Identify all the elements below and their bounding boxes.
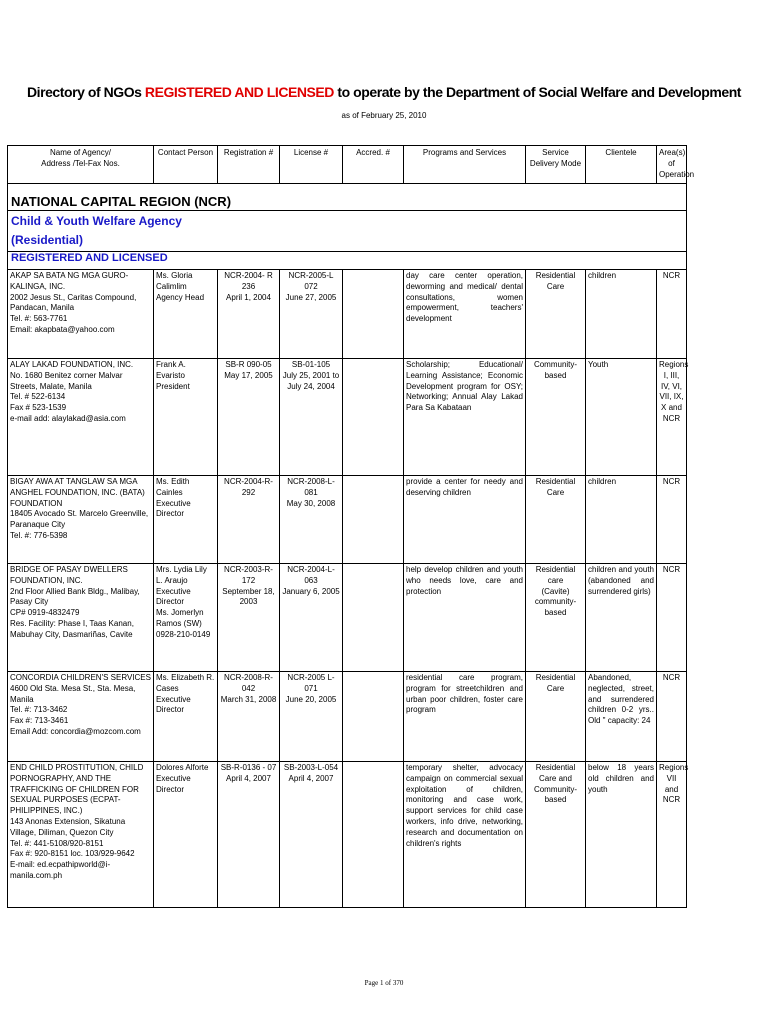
contact-line: President: [156, 381, 190, 391]
license-line: NCR-2008-L-081: [287, 477, 335, 497]
programs-services: help develop children and youth who needs love, care and protection: [404, 564, 526, 672]
mode-line: (Cavite): [541, 586, 570, 596]
areas-of-operation: Regions VII and NCR: [657, 762, 687, 908]
name-line: BIGAY AWA AT TANGLAW SA MGA ANGHEL FOUNDATION, INC. (BATA) FOUNDATION: [10, 477, 145, 508]
clientele: children: [586, 270, 657, 359]
registration-line: March 31, 2008: [220, 694, 277, 704]
license-number: [280, 672, 343, 762]
status-heading: REGISTERED AND LICENSED: [8, 252, 687, 270]
name-line: ALAY LAKAD FOUNDATION, INC.: [10, 360, 134, 369]
name-line: Fax #: 713-3461: [10, 716, 69, 726]
as-of-date: as of February 25, 2010: [341, 111, 427, 120]
table-row: [8, 270, 687, 359]
name-line: CONCORDIA CHILDREN'S SERVICES: [10, 673, 151, 682]
license-number: [280, 359, 343, 476]
contact-line: Mrs. Lydia Lily L. Araujo: [156, 565, 207, 585]
license-number: [280, 476, 343, 564]
name-line: Tel. #: 441-5108/920-8151: [10, 838, 104, 848]
contact-line: Ms. Jomerlyn Ramos (SW): [156, 608, 204, 628]
accreditation-number: [343, 359, 404, 476]
contact-person: [154, 672, 218, 762]
contact-person: [154, 762, 218, 908]
header-name-line-1: Name of Agency/: [50, 148, 111, 157]
agency-name-address: [8, 359, 154, 476]
name-line: END CHILD PROSTITUTION, CHILD PORNOGRAPHY, AND THE TRAFFICKING OF CHILDREN FOR SEXUAL PURPOSES (ECPAT-PHILIPPINES, INC.): [10, 763, 144, 816]
mode-line: Residential Care: [535, 271, 576, 291]
license-number: [280, 564, 343, 672]
registration-line: April 4, 2007: [226, 773, 271, 783]
service-delivery-mode: [526, 270, 586, 359]
contact-line: Frank A. Evaristo: [156, 360, 186, 380]
document-title: [0, 84, 768, 100]
programs-services: day care center operation, deworming and medical/ dental consultations, women empowerment, teachers' development: [404, 270, 526, 359]
accreditation-number: [343, 762, 404, 908]
agency-name-address: [8, 476, 154, 564]
header-clientele: Clientele: [586, 146, 657, 184]
agency-name-address: [8, 564, 154, 672]
registration-line: NCR-2004- R 236: [224, 271, 273, 291]
service-delivery-mode: [526, 359, 586, 476]
header-contact: Contact Person: [154, 146, 218, 184]
name-line: 18405 Avocado St. Marcelo Greenville, Paranaque City: [10, 509, 149, 530]
contact-person: [154, 359, 218, 476]
ngo-directory-table: [7, 145, 695, 908]
license-number: [280, 762, 343, 908]
areas-of-operation: Regions I, III, IV, VI, VII, IX, X and NCR: [657, 359, 687, 476]
region-row: [8, 184, 687, 211]
name-line: Email Add: concordia@mozcom.com: [10, 726, 141, 736]
title-part-2: to operate by the Department of Social Welfare and Development: [333, 84, 742, 100]
contact-line: Ms. Edith Cainles: [156, 477, 190, 497]
name-line: Res. Facility: Phase I, Taas Kanan, Mabuhay City, Dasmariñas, Cavite: [10, 618, 134, 639]
name-line: Tel. #: 776-5398: [10, 530, 68, 540]
contact-line: Dolores Alforte: [156, 763, 209, 772]
clientele: children and youth (abandoned and surrendered girls): [586, 564, 657, 672]
agency-name-address: [8, 762, 154, 908]
registration-line: NCR-2008-R-042: [224, 673, 273, 693]
areas-of-operation: NCR: [657, 270, 687, 359]
registration-number: [218, 476, 280, 564]
registration-line: May 17, 2005: [224, 370, 273, 380]
registration-number: [218, 672, 280, 762]
accreditation-number: [343, 270, 404, 359]
accreditation-number: [343, 476, 404, 564]
registration-number: [218, 359, 280, 476]
contact-line: Executive Director: [156, 694, 191, 715]
mode-line: community-based: [534, 597, 577, 618]
registration-line: SB-R-0136 - 07: [220, 763, 277, 772]
header-registration: Registration #: [218, 146, 280, 184]
header-license: License #: [280, 146, 343, 184]
name-line: Fax #: 920-8151 loc. 103/929-9642: [10, 849, 135, 859]
areas-of-operation: NCR: [657, 672, 687, 762]
license-line: NCR-2004-L-063: [287, 565, 335, 585]
header-programs: Programs and Services: [404, 146, 526, 184]
header-mode: Service Delivery Mode: [526, 146, 586, 184]
contact-line: Executive Director: [156, 586, 191, 607]
name-line: AKAP SA BATA NG MGA GURO-KALINGA, INC.: [10, 271, 129, 291]
category-heading: [8, 211, 687, 252]
license-line: NCR-2005 L-071: [287, 673, 335, 693]
service-delivery-mode: [526, 762, 586, 908]
header-name: [8, 146, 154, 184]
agency-name-address: [8, 672, 154, 762]
table-row: [8, 476, 687, 564]
registration-line: SB-R 090-05: [225, 360, 272, 369]
license-line: June 27, 2005: [285, 292, 337, 302]
registration-number: [218, 564, 280, 672]
header-areas: Area(s) of Operation: [657, 146, 687, 184]
areas-of-operation: NCR: [657, 476, 687, 564]
contact-person: [154, 476, 218, 564]
contact-line: Executive Director: [156, 498, 191, 519]
areas-of-operation: NCR: [657, 564, 687, 672]
page-number: Page 1 of 370: [364, 979, 404, 987]
header-name-line-2: Address /Tel-Fax Nos.: [41, 158, 120, 168]
contact-line: Ms. Elizabeth R. Cases: [156, 673, 215, 693]
name-line: BRIDGE OF PASAY DWELLERS FOUNDATION, INC.: [10, 565, 128, 585]
name-line: 143 Anonas Extension, Sikatuna Village, Diliman, Quezon City: [10, 816, 126, 837]
mode-line: Residential care: [535, 565, 576, 585]
name-line: CP# 0919-4832479: [10, 608, 80, 618]
title-part-1: Directory of NGOs: [26, 84, 145, 100]
contact-person: [154, 270, 218, 359]
category-line-1: Child & Youth Welfare Agency: [11, 214, 182, 228]
mode-line: Community-based: [533, 360, 578, 380]
service-delivery-mode: [526, 564, 586, 672]
clientele: Abandoned, neglected, street, and surrendered children 0-2 yrs.. Old " capacity: 24: [586, 672, 657, 762]
mode-line: Residential Care and Community-based: [533, 763, 578, 805]
license-line: January 6, 2005: [282, 586, 340, 596]
registration-line: NCR-2003-R-172: [224, 565, 273, 585]
category-line-2: (Residential): [11, 233, 84, 247]
programs-services: temporary shelter, advocacy campaign on commercial sexual exploitation of children, monitoring and case work, support services for child case workers, info drive, networking, research and documentation on children's rights: [404, 762, 526, 908]
name-line: 4600 Old Sta. Mesa St., Sta. Mesa, Manila: [10, 683, 136, 704]
registration-line: April 1, 2004: [226, 292, 271, 302]
contact-line: Ms. Gloria Calimlim: [156, 271, 193, 291]
table-row: [8, 359, 687, 476]
license-line: April 4, 2007: [288, 773, 334, 783]
name-line: 2nd Floor Allied Bank Bldg., Malibay, Pasay City: [10, 586, 140, 607]
title-highlight: REGISTERED AND LICENSED: [144, 84, 334, 100]
service-delivery-mode: [526, 672, 586, 762]
mode-line: Residential Care: [535, 477, 576, 497]
table-row: [8, 762, 687, 908]
clientele: Youth: [586, 359, 657, 476]
agency-name-address: [8, 270, 154, 359]
name-line: Email: akapbata@yahoo.com: [10, 324, 115, 334]
license-line: NCR-2005-L 072: [288, 271, 334, 291]
accreditation-number: [343, 564, 404, 672]
status-row: [8, 252, 687, 270]
name-line: E-mail: ed.ecpathipworld@i-manila.com.ph: [10, 860, 111, 880]
clientele: below 18 years old children and youth: [586, 762, 657, 908]
contact-person: [154, 564, 218, 672]
name-line: Tel. #: 713-3462: [10, 705, 68, 715]
license-line: May 30, 2008: [286, 498, 336, 508]
name-line: e-mail add: alaylakad@asia.com: [10, 413, 126, 423]
contact-line: 0928-210-0149: [156, 629, 211, 639]
contact-line: Agency Head: [156, 292, 205, 302]
name-line: Fax # 523-1539: [10, 403, 67, 413]
accreditation-number: [343, 672, 404, 762]
license-number: [280, 270, 343, 359]
table-row: [8, 672, 687, 762]
name-line: Tel. #: 563-7761: [10, 314, 68, 324]
programs-services: residential care program, program for streetchildren and urban poor children, foster care program: [404, 672, 526, 762]
header-row: [8, 146, 687, 184]
registration-number: [218, 762, 280, 908]
name-line: Tel. # 522-6134: [10, 392, 66, 402]
registration-line: NCR-2004-R-292: [224, 477, 273, 497]
region-heading: NATIONAL CAPITAL REGION (NCR): [8, 184, 687, 211]
table-row: [8, 564, 687, 672]
registration-line: September 18, 2003: [222, 586, 275, 607]
mode-line: Residential Care: [535, 673, 576, 693]
service-delivery-mode: [526, 476, 586, 564]
category-row: [8, 211, 687, 252]
agency-rows: [8, 270, 687, 908]
license-line: June 20, 2005: [285, 694, 337, 704]
name-line: 2002 Jesus St., Caritas Compound, Pandacan, Manila: [10, 292, 137, 313]
license-line: SB-01-105: [291, 360, 331, 369]
license-line: SB-2003-L-054: [283, 763, 339, 772]
registration-number: [218, 270, 280, 359]
license-line: July 25, 2001 to July 24, 2004: [282, 370, 340, 391]
name-line: No. 1680 Benitez corner Malvar Streets, Malate, Manila: [10, 370, 123, 391]
header-accred: Accred. #: [343, 146, 404, 184]
programs-services: Scholarship; Educational/ Learning Assistance; Economic Development program for OSY; Networking; Annual Alay Lakad Para Sa Kabataan: [404, 359, 526, 476]
contact-line: Executive Director: [156, 773, 191, 794]
clientele: children: [586, 476, 657, 564]
programs-services: provide a center for needy and deserving children: [404, 476, 526, 564]
